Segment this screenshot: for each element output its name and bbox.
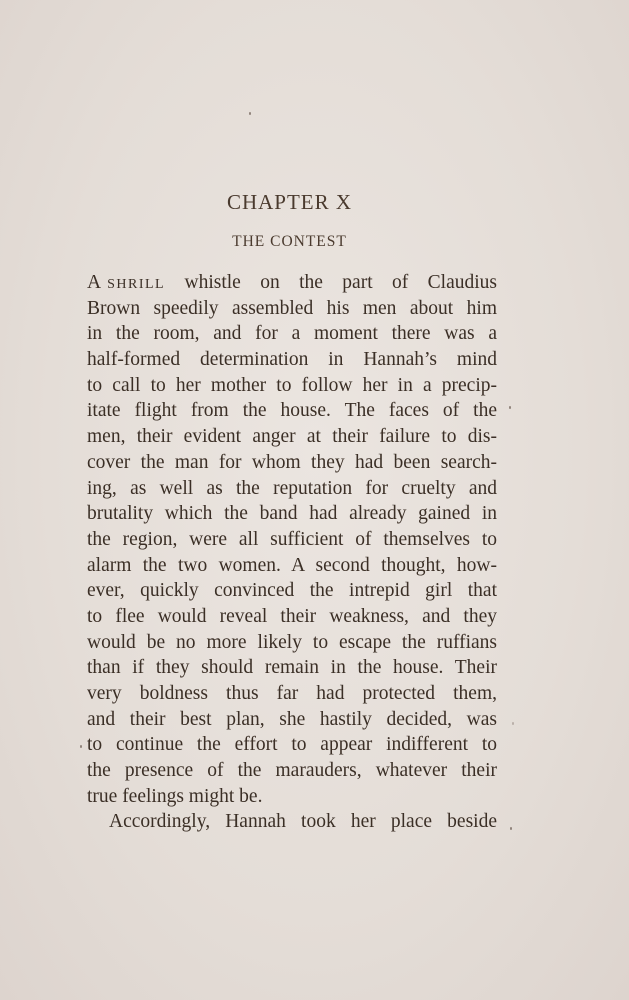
body-text [87, 270, 497, 835]
text-line-1 [87, 270, 497, 296]
text-line: Brown speedily assembled his men about him [87, 297, 497, 319]
text-line: itate flight from the house. The faces of the [87, 400, 497, 422]
text-line: to flee would reveal their weakness, and they [87, 605, 497, 627]
text-line: the presence of the marauders, whatever their [87, 760, 497, 782]
text-line: alarm the two women. A second thought, how- [87, 554, 497, 576]
chapter-subtitle: THE CONTEST [232, 233, 347, 250]
text-line: and their best plan, she hastily decided, was [87, 708, 497, 730]
paper-speck [249, 112, 251, 115]
text-line: ing, as well as the reputation for cruelty and [87, 477, 497, 499]
text-line: ever, quickly convinced the intrepid girl that [87, 580, 497, 602]
paper-speck [509, 406, 511, 409]
first-line-rest: whistle on the part of Claudius [184, 272, 497, 293]
text-line: half-formed determination in Hannah’s mind [87, 349, 497, 371]
text-line: to continue the effort to appear indifferent to [87, 734, 497, 756]
next-paragraph-line: Accordingly, Hannah took her place beside [109, 811, 497, 833]
paper-speck [80, 745, 82, 748]
text-line: men, their evident anger at their failure to dis- [87, 426, 497, 448]
text-line: the region, were all sufficient of themselves to [87, 528, 497, 550]
text-line: brutality which the band had already gained in [87, 503, 497, 525]
text-line-last: true feelings might be. [87, 785, 263, 807]
text-line: in the room, and for a moment there was a [87, 323, 497, 345]
chapter-heading: CHAPTER X [226, 190, 353, 214]
text-line: than if they should remain in the house. Their [87, 657, 497, 679]
opening-smallcaps: shrill [107, 272, 166, 293]
text-line: to call to her mother to follow her in a precip- [87, 374, 497, 396]
text-line: very boldness thus far had protected them, [87, 683, 497, 704]
opening-letter: A [87, 272, 102, 293]
paper-speck [512, 722, 514, 725]
text-line: would be no more likely to escape the ruffians [87, 631, 497, 653]
text-line: cover the man for whom they had been search- [87, 451, 497, 473]
paper-speck [510, 827, 512, 830]
